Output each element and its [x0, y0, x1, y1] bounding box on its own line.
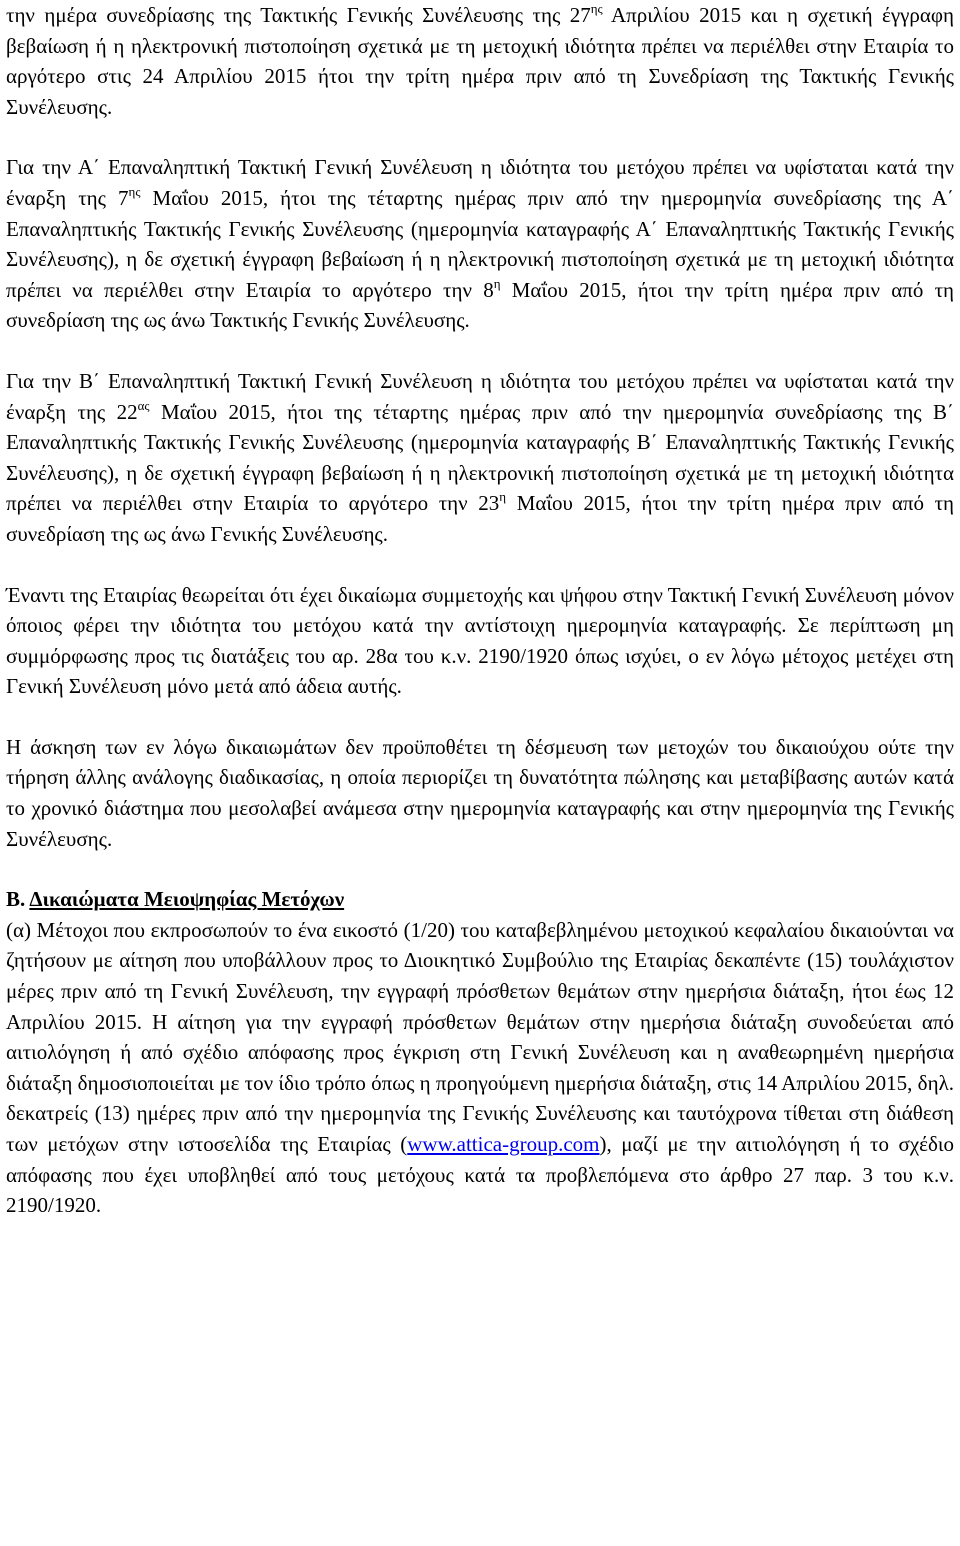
section-heading-minority-rights — [6, 884, 954, 915]
text-span: Για την Β΄ Επαναληπτική Τακτική Γενική Συνέλευση η ιδιότητα του μετόχου πρέπει να υφίσταται κατά την έναρξη της 22 — [6, 368, 954, 424]
ordinal-superscript: ης — [128, 183, 141, 199]
company-website-link[interactable]: www.attica-group.com — [407, 1132, 600, 1156]
ordinal-superscript: ας — [137, 397, 150, 413]
text-span: Απριλίου 2015 και η σχετική έγγραφη βεβαίωση ή η ηλεκτρονική πιστοποίηση σχετικά με τη μετοχική ιδιότητα πρέπει να περιέλθει στην Εταιρία το αργότερο στις 24 Απριλίου 2015 ήτοι την τρίτη ημέρα πριν από τη Συνεδρίαση της Τακτικής Γενικής Συνέλευσης. — [6, 3, 954, 119]
ordinal-superscript: η — [493, 275, 501, 291]
section-title: Δικαιώματα Μειοψηφίας Μετόχων — [29, 887, 345, 912]
paragraph-spacer — [6, 122, 954, 152]
ordinal-superscript: ης — [590, 1, 603, 16]
text-span: Για την Α΄ Επαναληπτική Τακτική Γενική Συνέλευση η ιδιότητα του μετόχου πρέπει να υφίσταται κατά την έναρξη της 7 — [6, 155, 954, 210]
text-span: (α) Μέτοχοι που εκπροσωπούν το ένα εικοστό (1/20) του καταβεβλημένου μετοχικού κεφαλαίου δικαιούνται να ζητήσουν με αίτηση που υποβάλλουν προς το Διοικητικό Συμβούλιο της Εταιρίας δεκαπέντε (15) τουλάχιστον μέρες πριν από τη Γενική Συνέλευση, την εγγραφή πρόσθετων θεμάτων στην ημερήσια διάταξη, ήτοι έως 12 Απριλίου 2015. Η αίτηση για την εγγραφή πρόσθετων θεμάτων στην ημερήσια διάταξη συνοδεύεται από αιτιολόγηση ή από σχέδιο απόφασης προς έγκριση στη Γενική Συνέλευση και η αναθεωρημένη ημερήσια διάταξη δημοσιοποιείται με τον ίδιο τρόπο όπως η προηγούμενη ημερήσια διάταξη, στις 14 Απριλίου 2015, δηλ. δεκατρείς (13) ημέρες πριν από την ημερομηνία της Γενικής Συνέλευσης και ταυτόχρονα τίθεται στη διάθεση των μετόχων στην ιστοσελίδα της Εταιρίας ( — [6, 917, 954, 1156]
text-span: Μαΐου 2015, ήτοι της τέταρτης ημέρας πριν από την ημερομηνία συνεδρίασης της Α΄ Επαναληπτικής Τακτικής Γενικής Συνέλευσης (ημερομηνία καταγραφής Α΄ Επαναληπτικής Τακτικής Γενικής Συνέλευσης), η δε σχετική έγγραφη βεβαίωση ή η ηλεκτρονική πιστοποίηση σχετικά με τη μετοχική ιδιότητα πρέπει να περιέλθει στην Εταιρία το αργότερο την 8 — [6, 185, 954, 302]
text-span: ), μαζί με την αιτιολόγηση ή το σχέδιο απόφασης που έχει υποβληθεί από τους μετόχους κατά τα προβλεπόμενα στο άρθρο 27 παρ. 3 του κ.ν. 2190/1920. — [6, 1132, 954, 1218]
paragraph-spacer — [6, 702, 954, 732]
paragraph-spacer — [6, 854, 954, 884]
paragraph-participation-rights: Έναντι της Εταιρίας θεωρείται ότι έχει δικαίωμα συμμετοχής και ψήφου στην Τακτική Γενική Συνέλευση μόνον όποιος φέρει την ιδιότητα του μετόχου κατά την αντίστοιχη ημερομηνία καταγραφής. Σε περίπτωση μη συμμόρφωσης προς τις διατάξεις του αρ. 28α του κ.ν. 2190/1920 όπως ισχύει, ο εν λόγω μέτοχος μετέχει στη Γενική Συνέλευση μόνο μετά από άδεια αυτής. — [6, 582, 954, 699]
paragraph-share-blocking: Η άσκηση των εν λόγω δικαιωμάτων δεν προϋποθέτει τη δέσμευση των μετοχών του δικαιούχου ούτε την τήρηση άλλης ανάλογης διαδικασίας, η οποία περιορίζει τη δυνατότητα πώλησης και μεταβίβασης αυτών κατά το χρονικό διάστημα που μεσολαβεί ανάμεσα στην ημερομηνία καταγραφής και στην ημερομηνία της Γενικής Συνέλευσης. — [6, 734, 954, 851]
paragraph-record-date-ordinary — [6, 0, 954, 122]
text-span: Μαΐου 2015, ήτοι την τρίτη ημέρα πριν από τη συνεδρίαση της ως άνω Τακτικής Γενικής Συνέλευσης. — [6, 277, 954, 333]
paragraph-spacer — [6, 550, 954, 580]
text-span: Μαΐου 2015, ήτοι την τρίτη ημέρα πριν από τη συνεδρίαση της ως άνω Γενικής Συνέλευσης. — [6, 491, 954, 546]
section-number: Β. — [6, 887, 30, 912]
paragraph-spacer — [6, 336, 954, 366]
paragraph-second-repeat-meeting — [6, 366, 954, 550]
text-span: Μαΐου 2015, ήτοι της τέταρτης ημέρας πριν από την ημερομηνία συνεδρίασης της Β΄ Επαναληπτικής Τακτικής Γενικής Συνέλευσης (ημερομηνία καταγραφής Β΄ Επαναληπτικής Τακτικής Γενικής Συνέλευσης), η δε σχετική έγγραφη βεβαίωση ή η ηλεκτρονική πιστοποίηση σχετικά με τη μετοχική ιδιότητα πρέπει να περιέλθει στην Εταιρία το αργότερο την 23 — [6, 399, 954, 516]
text-span: την ημέρα συνεδρίασης της Τακτικής Γενικής Συνέλευσης της 27 — [6, 3, 591, 27]
ordinal-superscript: η — [499, 489, 507, 505]
paragraph-minority-rights-a — [6, 915, 954, 1221]
paragraph-first-repeat-meeting — [6, 152, 954, 336]
